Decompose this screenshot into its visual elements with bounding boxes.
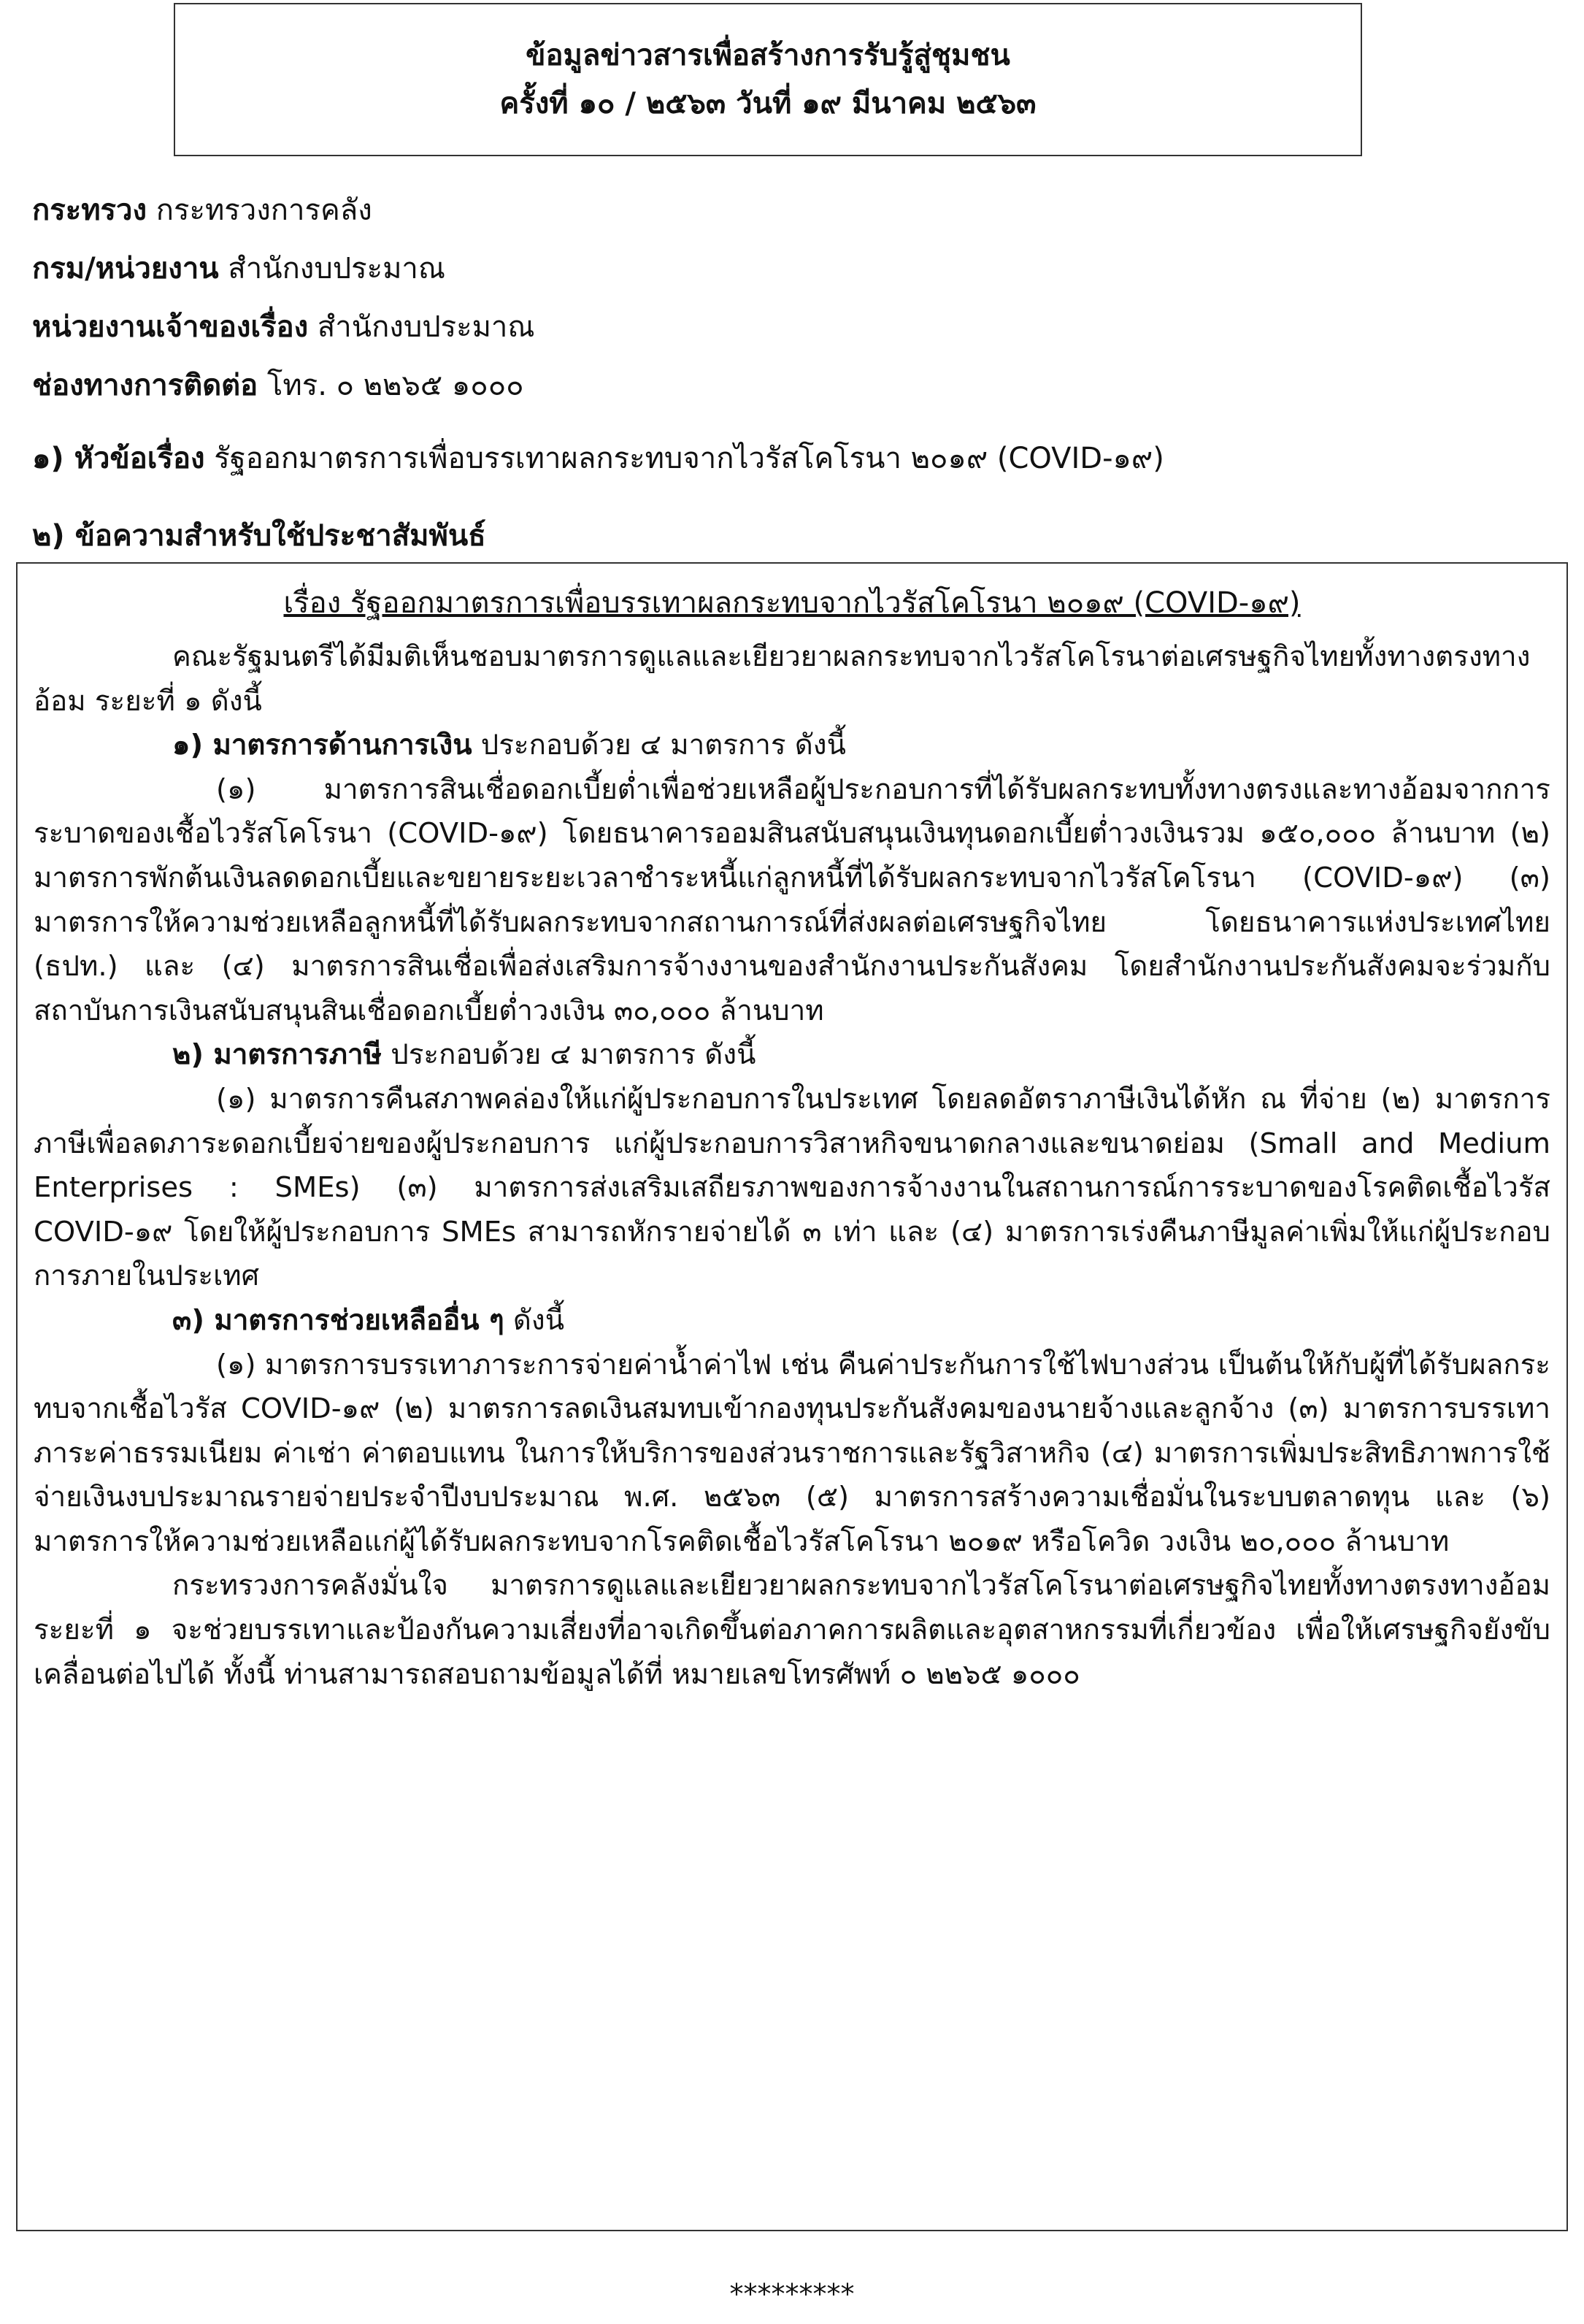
owner-row bbox=[32, 308, 1550, 346]
ministry-label: กระทรวง bbox=[32, 193, 147, 227]
issue-date-line: ครั้งที่ ๑๐ / ๒๕๖๓ วันที่ ๑๙ มีนาคม ๒๕๖๓ bbox=[499, 87, 1037, 120]
section2-body: (๑) มาตรการคืนสภาพคล่องให้แก่ผู้ประกอบการในประเทศ โดยลดอัตราภาษีเงินได้หัก ณ ที่จ่าย (๒) มาตรการภาษีเพื่อลดภาระดอกเบี้ยจ่ายของผู้ประกอบการ แก่ผู้ประกอบการวิสาหกิจขนาดกลางและขนาดย่อม (Small and Medium Enterprises : SMEs) (๓) มาตรการส่งเสริมเสถียรภาพของการจ้างงานในสถานการณ์การระบาดของโรคติดเชื้อไวรัส COVID-๑๙ โดยให้ผู้ประกอบการ SMEs สามารถหักรายจ่ายได้ ๓ เท่า และ (๔) มาตรการเร่งคืนภาษีมูลค่าเพิ่มให้แก่ผู้ประกอบการภายในประเทศ bbox=[34, 1082, 1550, 1293]
intro-paragraph: คณะรัฐมนตรีได้มีมติเห็นชอบมาตรการดูแลและเยียวยาผลกระทบจากไวรัสโคโรนาต่อเศรษฐกิจไทยทั้งทางตรงทางอ้อม ระยะที่ ๑ ดังนี้ bbox=[34, 640, 1531, 718]
section2-title: ๒) มาตรการภาษี bbox=[172, 1038, 382, 1072]
pr-row bbox=[32, 517, 1550, 555]
press-release-heading: เรื่อง รัฐออกมาตรการเพื่อบรรเทาผลกระทบจากไวรัสโคโรนา ๒๐๑๙ (COVID-๑๙) bbox=[283, 586, 1301, 620]
department-row bbox=[32, 250, 1550, 288]
owner-value: สำนักงบประมาณ bbox=[317, 310, 535, 344]
section2-heading bbox=[34, 1033, 1550, 1078]
section2-subtitle: ประกอบด้วย ๔ มาตรการ ดังนี้ bbox=[382, 1038, 756, 1072]
pr-label: ๒) ข้อความสำหรับใช้ประชาสัมพันธ์ bbox=[32, 519, 486, 553]
ministry-value: กระทรวงการคลัง bbox=[155, 193, 372, 227]
department-value: สำนักงบประมาณ bbox=[228, 252, 445, 285]
document-title-box bbox=[174, 3, 1362, 156]
topic-row bbox=[32, 440, 1550, 478]
section3-body: (๑) มาตรการบรรเทาภาระการจ่ายค่าน้ำค่าไฟ เช่น คืนค่าประกันการใช้ไฟบางส่วน เป็นต้นให้กับผู้ที่ได้รับผลกระทบจากเชื้อไวรัส COVID-๑๙ (๒) มาตรการลดเงินสมทบเข้ากองทุนประกันสังคมของนายจ้างและลูกจ้าง (๓) มาตรการบรรเทาภาระค่าธรรมเนียม ค่าเช่า ค่าตอบแทน ในการให้บริการของส่วนราชการและรัฐวิสาหกิจ (๔) มาตรการเพิ่มประสิทธิภาพการใช้จ่ายเงินงบประมาณรายจ่ายประจำปีงบประมาณ พ.ศ. ๒๕๖๓ (๕) มาตรการสร้างความเชื่อมั่นในระบบตลาดทุน และ (๖) มาตรการให้ความช่วยเหลือแก่ผู้ได้รับผลกระทบจากโรคติดเชื้อไวรัสโคโรนา ๒๐๑๙ หรือโควิด วงเงิน ๒๐,๐๐๐ ล้านบาท bbox=[34, 1348, 1550, 1558]
section3-heading bbox=[34, 1299, 1550, 1343]
department-label: กรม/หน่วยงาน bbox=[32, 252, 219, 285]
section1-title: ๑) มาตรการด้านการเงิน bbox=[172, 729, 472, 762]
press-release-box bbox=[16, 562, 1568, 2231]
ministry-row bbox=[32, 191, 1550, 229]
owner-label: หน่วยงานเจ้าของเรื่อง bbox=[32, 310, 309, 344]
section3-subtitle: ดังนี้ bbox=[504, 1303, 565, 1337]
section1-heading bbox=[34, 724, 1550, 768]
contact-row bbox=[32, 367, 1550, 404]
section1-body: (๑) มาตรการสินเชื่อดอกเบี้ยต่ำเพื่อช่วยเหลือผู้ประกอบการที่ได้รับผลกระทบทั้งทางตรงและทางอ้อมจากการระบาดของเชื้อไวรัสโคโรนา (COVID-๑๙) โดยธนาคารออมสินสนับสนุนเงินทุนดอกเบี้ยต่ำวงเงินรวม ๑๕๐,๐๐๐ ล้านบาท (๒) มาตรการพักต้นเงินลดดอกเบี้ยและขยายระยะเวลาชำระหนี้แก่ลูกหนี้ที่ได้รับผลกระทบจากไวรัสโคโรนา (COVID-๑๙) (๓) มาตรการให้ความช่วยเหลือลูกหนี้ที่ได้รับผลกระทบจากสถานการณ์ที่ส่งผลต่อเศรษฐกิจไทย โดยธนาคารแห่งประเทศไทย (ธปท.) และ (๔) มาตรการสินเชื่อเพื่อส่งเสริมการจ้างงานของสำนักงานประกันสังคม โดยสำนักงานประกันสังคมจะร่วมกับสถาบันการเงินสนับสนุนสินเชื่อดอกเบี้ยต่ำวงเงิน ๓๐,๐๐๐ ล้านบาท bbox=[34, 772, 1550, 1027]
contact-label: ช่องทางการติดต่อ bbox=[32, 369, 258, 402]
section3-title: ๓) มาตรการช่วยเหลืออื่น ๆ bbox=[172, 1303, 504, 1337]
topic-value: รัฐออกมาตรการเพื่อบรรเทาผลกระทบจากไวรัสโคโรนา ๒๐๑๙ (COVID-๑๙) bbox=[214, 442, 1164, 475]
topic-label: ๑) หัวข้อเรื่อง bbox=[32, 442, 205, 475]
closing-paragraph: กระทรวงการคลังมั่นใจ มาตรการดูแลและเยียวยาผลกระทบจากไวรัสโคโรนาต่อเศรษฐกิจไทยทั้งทางตรงทางอ้อม ระยะที่ ๑ จะช่วยบรรเทาและป้องกันความเสี่ยงที่อาจเกิดขึ้นต่อภาคการผลิตและอุตสาหกรรมที่เกี่ยวข้อง เพื่อให้เศรษฐกิจยังขับเคลื่อนต่อไปได้ ทั้งนี้ ท่านสามารถสอบถามข้อมูลได้ที่ หมายเลขโทรศัพท์ ๐ ๒๒๖๕ ๑๐๐๐ bbox=[34, 1569, 1550, 1691]
section1-subtitle: ประกอบด้วย ๔ มาตรการ ดังนี้ bbox=[472, 729, 846, 762]
end-mark: ********* bbox=[729, 2278, 855, 2310]
contact-value: โทร. ๐ ๒๒๖๕ ๑๐๐๐ bbox=[266, 369, 524, 402]
document-title: ข้อมูลข่าวสารเพื่อสร้างการรับรู้สู่ชุมชน bbox=[526, 39, 1010, 72]
